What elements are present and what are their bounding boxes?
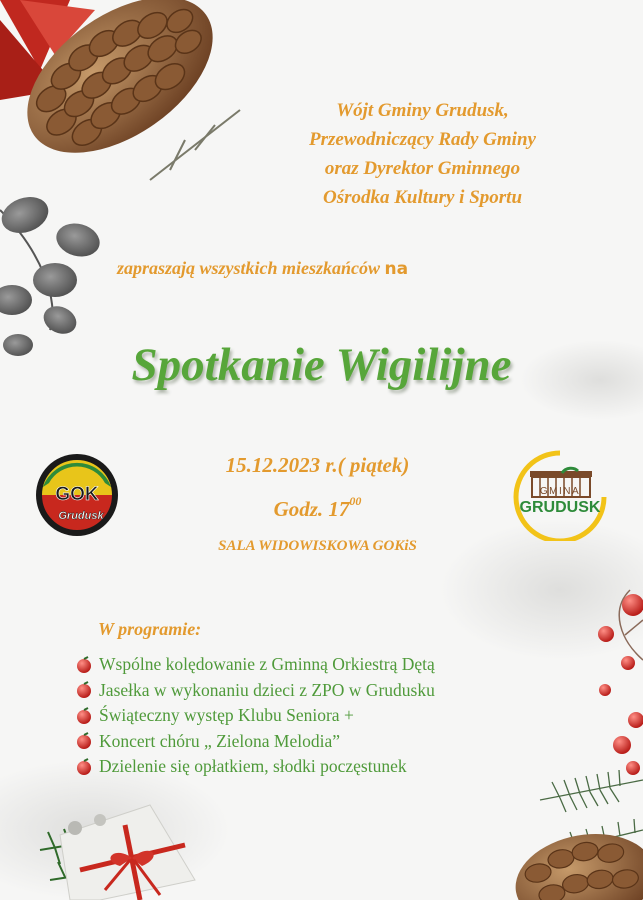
- hosts-line: Ośrodka Kultury i Sportu: [322, 187, 523, 208]
- event-time-minutes: 00: [349, 494, 362, 508]
- event-time: [195, 494, 440, 522]
- program-item: [76, 729, 435, 755]
- gok-grudusk-logo: [35, 453, 119, 537]
- ornament-bullet-icon: [76, 656, 94, 674]
- gmina-logo-top: GMINA: [539, 486, 581, 497]
- ornament-bullet-icon: [76, 681, 94, 699]
- program-item: [76, 652, 435, 678]
- gmina-logo-bottom: GRUDUSK: [519, 499, 601, 516]
- program-item: [76, 754, 435, 780]
- hosts-line: Wójt Gminy Grudusk,: [336, 100, 509, 121]
- event-title: Spotkanie Wigilijne: [131, 339, 512, 391]
- program-item: [76, 678, 435, 704]
- event-time-prefix: Godz. 17: [273, 497, 350, 521]
- program-list: [76, 652, 435, 780]
- program-heading: W programie:: [98, 619, 202, 639]
- event-date: 15.12.2023 r.( piątek): [225, 453, 410, 477]
- ornament-bullet-icon: [76, 707, 94, 725]
- program-item: [76, 703, 435, 729]
- event-venue: SALA WIDOWISKOWA GOKiS: [218, 538, 417, 554]
- program-item-text: Dzielenie się opłatkiem, słodki poczęstunek: [99, 756, 407, 777]
- gmina-grudusk-logo: [512, 449, 608, 541]
- hosts-line: Przewodniczący Rady Gminy: [309, 129, 536, 150]
- hosts-line: oraz Dyrektor Gminnego: [324, 158, 521, 179]
- hosts-block: [255, 96, 590, 212]
- invite-na: na: [384, 259, 409, 279]
- ornament-bullet-icon: [76, 758, 94, 776]
- invite-text: [117, 258, 408, 279]
- program-item-text: Koncert chóru „ Zielona Melodia”: [99, 730, 341, 751]
- invite-main: zapraszają wszystkich mieszkańców: [117, 258, 381, 278]
- ornament-bullet-icon: [76, 732, 94, 750]
- gok-logo-bottom: Grudusk: [58, 510, 104, 522]
- gok-logo-top: GOK: [55, 484, 99, 505]
- program-item-text: Świąteczny występ Klubu Seniora +: [99, 705, 354, 726]
- program-item-text: Wspólne kolędowanie z Gminną Orkiestrą Dętą: [99, 654, 435, 675]
- program-item-text: Jasełka w wykonaniu dzieci z ZPO w Grudusku: [99, 679, 435, 700]
